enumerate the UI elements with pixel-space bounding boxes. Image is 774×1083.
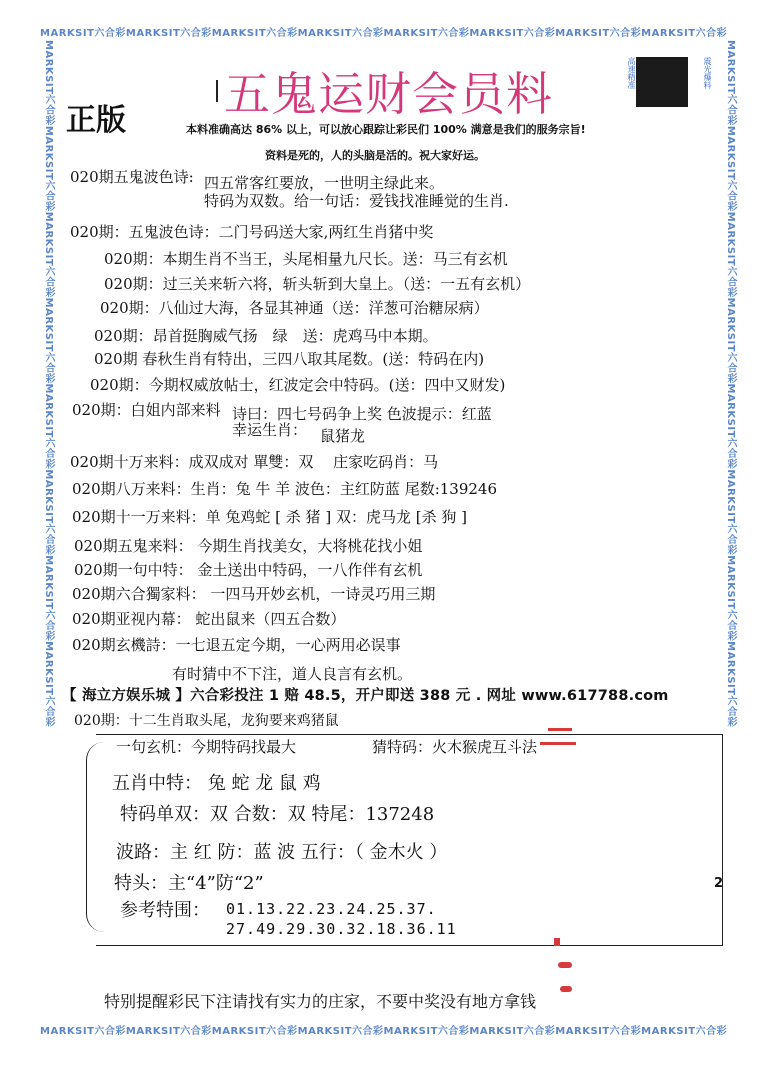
line-13: 020期五鬼来料： 今期生肖找美女，大将桃花找小姐: [74, 537, 423, 555]
box-row-6-numbers-2: 27.49.29.30.32.18.36.11: [226, 920, 457, 938]
seal-redacted-block: [636, 57, 688, 107]
red-mark: [558, 962, 572, 968]
line-18: 有时猜中不下注，道人良言有玄机。: [172, 665, 413, 683]
title-divider: [216, 80, 218, 102]
subtitle-accuracy: 本料准确高达 86% 以上，可以放心跟踪让彩民们 100% 满意是我们的服务宗旨!: [186, 123, 586, 136]
page-title: 五鬼运财会员料: [224, 67, 553, 121]
line-11: 020期八万来料：生肖：兔 牛 羊 波色：主红防蓝 尾数:139246: [72, 480, 498, 498]
red-mark: [540, 742, 576, 745]
red-mark: [554, 938, 560, 946]
box-row-6-numbers-1: 01.13.22.23.24.25.37.: [226, 900, 437, 918]
box-heading: 020期：十二生肖取头尾，龙狗要来鸡猪鼠: [74, 713, 339, 729]
line-17: 020期玄機詩：一七退五定今期，一心两用必误事: [72, 636, 401, 654]
watermark-right: MARKSIT六合彩MARKSIT六合彩MARKSIT六合彩MARKSIT六合彩MARKSIT六合彩MARKSIT六合彩MARKSIT六合彩MARKSIT六合彩: [725, 40, 736, 728]
red-mark: [560, 986, 572, 992]
line-12: 020期十一万来料：单 兔鸡蛇 [ 杀 猪 ] 双：虎马龙 [杀 狗 ]: [72, 508, 467, 526]
line-16: 020期亚视内幕： 蛇出鼠来（四五合数）: [72, 610, 346, 628]
line-4: 020期：过三关来斩六将，斩头斩到大皇上。（送：一五有玄机）: [104, 275, 531, 293]
line-10: 020期十万来料：成双成对 單雙：双 庄家吃码肖：马: [70, 453, 439, 471]
watermark-left: MARKSIT六合彩MARKSIT六合彩MARKSIT六合彩MARKSIT六合彩MARKSIT六合彩MARKSIT六合彩MARKSIT六合彩MARKSIT六合彩: [43, 40, 54, 728]
box-row-1-guess: 猜特码：火木猴虎互斗法: [372, 738, 538, 756]
line-9-lucky-label: 幸运生肖：: [232, 421, 308, 439]
seal-left-text: 高速精准: [627, 57, 636, 89]
watermark-bottom: MARKSIT六合彩MARKSIT六合彩MARKSIT六合彩MARKSIT六合彩MARKSIT六合彩MARKSIT六合彩MARKSIT六合彩MARKSIT六合彩: [40, 1026, 728, 1037]
line-9-lucky-value: 鼠猪龙: [320, 427, 366, 445]
subtitle-luck: 资料是死的，人的头脑是活的。祝大家好运。: [265, 149, 485, 162]
box-row-1-hint: 一句玄机：今期特码找最大: [116, 738, 297, 756]
line-7: 020期 春秋生肖有特出，三四八取其尾数。(送：特码在内): [94, 350, 485, 368]
line-9-label: 020期：白姐内部来料: [72, 401, 221, 419]
page-number: 2: [714, 876, 724, 891]
ad-banner: 【 海立方娱乐城 】六合彩投注 1 赔 48.5，开户即送 388 元 . 网址 www.617788.com: [62, 688, 669, 704]
box-row-5-head: 特头：主“4”防“2”: [114, 873, 264, 894]
footer-warning: 特别提醒彩民下注请找有实力的庄家，不要中奖没有地方拿钱: [104, 992, 537, 1011]
seal-stamp: [612, 57, 710, 107]
line-1-poem: 四五常客红要放，一世明主绿此来。: [204, 174, 445, 192]
line-6: 020期：昂首挺胸威气扬 绿 送：虎鸡马中本期。: [94, 327, 438, 345]
red-mark: [548, 728, 572, 731]
box-row-6-label: 参考特围：: [120, 900, 210, 921]
line-5: 020期：八仙过大海，各显其神通（送：洋葱可治糖尿病）: [100, 299, 489, 317]
box-row-4-wave: 波路：主 红 防：蓝 波 五行：（ 金木火 ）: [116, 842, 448, 863]
line-3: 020期：本期生肖不当王，头尾相量九尺长。送：马三有玄机: [104, 250, 508, 268]
line-1-label: 020期五鬼波色诗:: [70, 168, 194, 186]
edition-label: 正版: [66, 103, 126, 138]
line-9-poem: 诗曰：四七号码争上奖 色波提示：红蓝: [232, 405, 492, 423]
line-8: 020期：今期权威放帖士，红波定会中特码。(送：四中又财发): [90, 376, 506, 394]
line-15: 020期六合獨家料： 一四马开妙玄机，一诗灵巧用三期: [72, 585, 436, 603]
line-1-hint: 特码为双数。给一句话：爱钱找准睡觉的生肖.: [204, 192, 509, 210]
line-14: 020期一句中特： 金土送出中特码，一八作伴有玄机: [74, 561, 423, 579]
watermark-top: MARKSIT六合彩MARKSIT六合彩MARKSIT六合彩MARKSIT六合彩MARKSIT六合彩MARKSIT六合彩MARKSIT六合彩MARKSIT六合彩: [40, 28, 728, 39]
line-2: 020期：五鬼波色诗：二门号码送大家,两红生肖猪中奖: [70, 223, 434, 241]
seal-right-text: 震光爆料: [703, 57, 712, 89]
box-row-3-parity: 特码单双：双 合数：双 特尾：137248: [120, 804, 435, 825]
box-row-2-zodiac: 五肖中特： 兔 蛇 龙 鼠 鸡: [112, 773, 321, 794]
